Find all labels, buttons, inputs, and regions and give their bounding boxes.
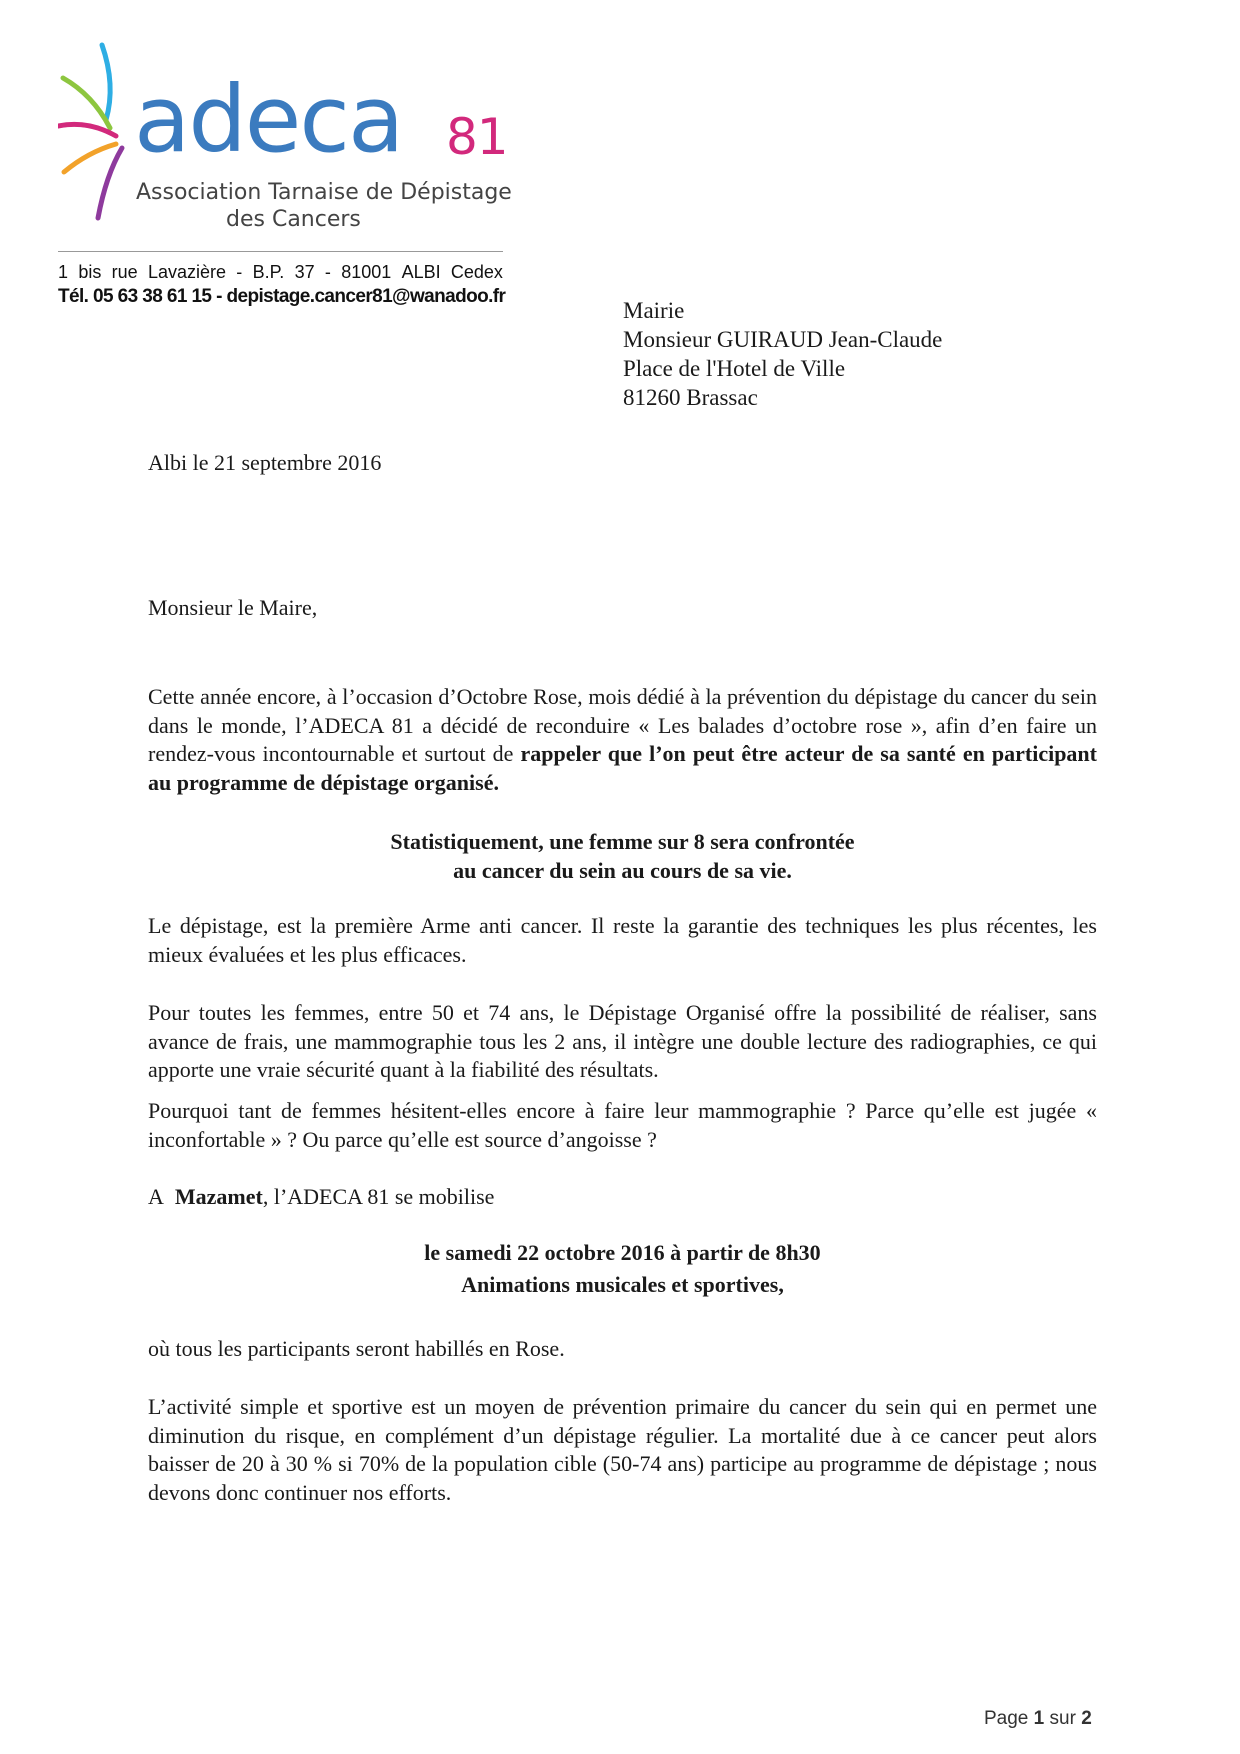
statistic-callout [148, 828, 1097, 885]
letterhead-logo [58, 40, 528, 307]
recipient-line: Mairie [623, 298, 685, 323]
logo-subtitle-line-1: Association Tarnaise de Dépistage [136, 180, 512, 205]
location-city: Mazamet [174, 1184, 263, 1209]
page-label: Page [984, 1708, 1029, 1729]
page-current: 1 [1033, 1708, 1045, 1729]
address-word: rue [111, 262, 138, 282]
salutation: Monsieur le Maire, [148, 595, 318, 620]
paragraph-question: Pourquoi tant de femmes hésitent-elles encore à faire leur mammographie ? Parce qu’elle est jugée « inconfortable » ? Ou parce qu’elle est source d’angoisse ? [148, 1098, 1097, 1152]
sender-contact: Tél. 05 63 38 61 15 - depistage.cancer81@wanadoo.fr [58, 286, 506, 307]
paragraph-dress-code: où tous les participants seront habillés en Rose. [148, 1336, 565, 1361]
paragraph-intro-emphasis: rappeler que l’on peut être acteur de sa santé en participant au programme de dépistage organisé. [148, 741, 1097, 795]
event-date-line: le samedi 22 octobre 2016 à partir de 8h30 [424, 1240, 821, 1265]
header-divider [58, 251, 503, 252]
address-word: 81001 [341, 262, 392, 282]
paragraph-location [148, 1183, 494, 1212]
logo-wordmark: adeca [134, 66, 403, 173]
logo-number: 81 [446, 108, 508, 166]
letter-date: Albi le 21 septembre 2016 [148, 450, 382, 475]
address-word: 37 [294, 262, 315, 282]
recipient-address [623, 296, 942, 412]
address-word: ALBI [401, 262, 441, 282]
sender-address [58, 262, 503, 283]
event-activities-line: Animations musicales et sportives, [461, 1271, 784, 1297]
ray-orange [64, 144, 116, 172]
logo-subtitle-line-2: des Cancers [226, 207, 361, 232]
statistic-line-1: Statistiquement, une femme sur 8 sera confrontée [390, 829, 855, 854]
address-word: 1 [58, 262, 69, 282]
event-callout [148, 1239, 1097, 1299]
paragraph-screening: Le dépistage, est la première Arme anti cancer. Il reste la garantie des techniques les plus récentes, les mieux évaluées et les plus efficaces. [148, 913, 1097, 967]
paragraph-intro-text: Cette année encore, à l’occasion d’Octobre Rose, mois dédié à la prévention du dépistage du cancer du sein dans le monde, l’ADECA 81 a décidé de reconduire « Les balades d’octobre rose », afin d’en faire un rendez-vous incontournable et surtout de [148, 684, 1097, 766]
location-prefix: A [148, 1184, 164, 1209]
page-separator: sur [1049, 1708, 1076, 1729]
address-word: - [324, 262, 331, 282]
paragraph-intro [148, 683, 1097, 797]
address-word: - [236, 262, 243, 282]
address-word: Lavazière [147, 262, 226, 282]
address-word: Cedex [450, 262, 503, 282]
paragraph-prevention: L’activité simple et sportive est un moyen de prévention primaire du cancer du sein qui en permet une diminution du risque, en complément d’un dépistage régulier. La mortalité due à ce cancer peut alors baisser de 20 à 30 % si 70% de la population cible (50-74 ans) participe au programme de dépistage ; nous devons donc continuer nos efforts. [148, 1394, 1097, 1505]
address-word: B.P. [252, 262, 285, 282]
page-number [984, 1708, 1092, 1730]
recipient-line: 81260 Brassac [623, 385, 758, 410]
recipient-line: Place de l'Hotel de Ville [623, 356, 846, 381]
ray-green [63, 78, 110, 128]
recipient-line: Monsieur GUIRAUD Jean-Claude [623, 327, 943, 352]
statistic-line-2: au cancer du sein au cours de sa vie. [453, 857, 792, 883]
location-suffix: , l’ADECA 81 se mobilise [262, 1184, 495, 1209]
paragraph-organized-screening: Pour toutes les femmes, entre 50 et 74 ans, le Dépistage Organisé offre la possibilité de réaliser, sans avance de frais, une mammographie tous les 2 ans, il intègre une double lecture des radiographies, ce qui apporte une vraie sécurité quant à la fiabilité des résultats. [148, 1000, 1097, 1082]
ray-cyan [102, 45, 110, 120]
address-word: bis [78, 262, 102, 282]
page-total: 2 [1081, 1708, 1092, 1729]
